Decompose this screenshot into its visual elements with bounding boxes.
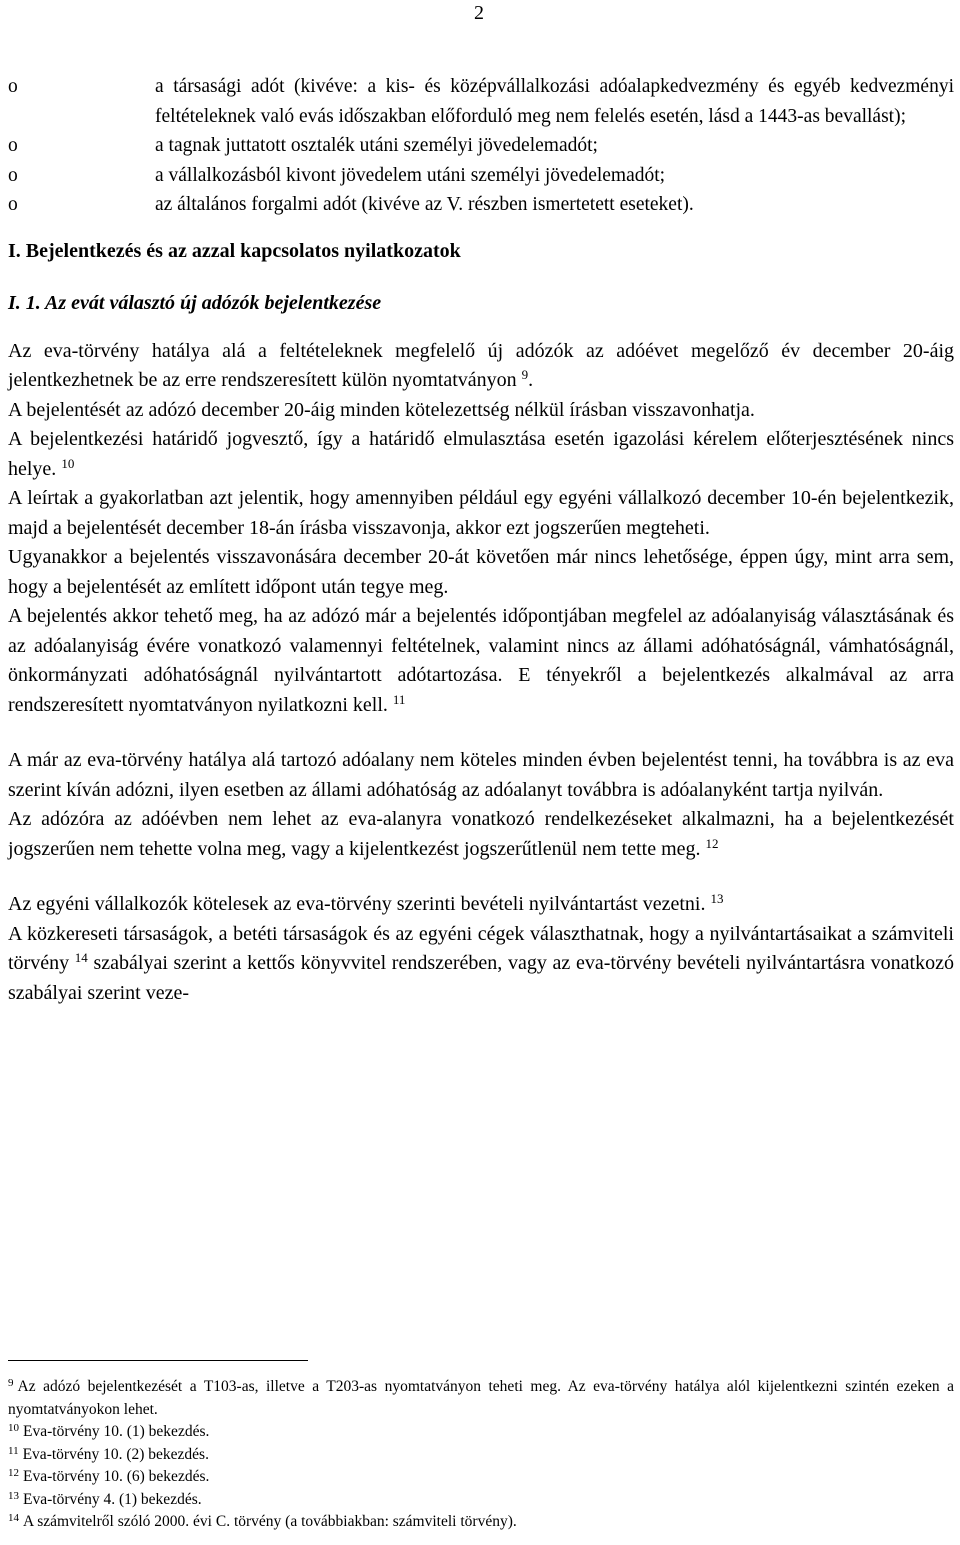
- list-item-text: a vállalkozásból kivont jövedelem utáni személyi jövedelemadót;: [155, 164, 666, 186]
- footnote-number: 12: [8, 1467, 19, 1479]
- paragraph: A leírtak a gyakorlatban azt jelentik, hogy amennyiben például egy egyéni vállalkozó december 10-én bejelentkezik, majd a bejelentését december 18-án írásba visszavonja, akkor ezt jogszerűen megteheti.: [8, 487, 954, 539]
- footnote-text: Eva-törvény 10. (1) bekezdés.: [23, 1423, 210, 1440]
- footnote-number: 11: [8, 1444, 19, 1457]
- footnote-text: Eva-törvény 10. (2) bekezdés.: [22, 1445, 209, 1463]
- footnote-text: Eva-törvény 4. (1) bekezdés.: [23, 1490, 202, 1508]
- paragraph-text: A bejelentés akkor tehető meg, ha az adózó már a bejelentés időpontjában megfelel az adóalanyiság választásának és az adóalanyiság évére vonatkozó valamennyi feltételnek, valamint nincs az állami adóhatóságnál, vámhatóságnál, önkormányzati adóhatóságnál nyilvántartott adótartozása. E tényekről a bejelentkezés alkalmával az arra rendszeresített nyomtatványon nyilatkozni kell.: [8, 605, 954, 716]
- page-content: [8, 72, 954, 1008]
- paragraph: [8, 920, 954, 1009]
- paragraph: [8, 425, 954, 484]
- footnote-ref[interactable]: 9: [521, 367, 529, 382]
- footnote-separator: [8, 1360, 308, 1361]
- footnote-number: 13: [8, 1489, 19, 1502]
- footnote-ref[interactable]: 10: [61, 455, 75, 471]
- footnote-ref[interactable]: 12: [705, 835, 719, 851]
- page-number: 2: [474, 2, 484, 24]
- footnote: [8, 1444, 954, 1467]
- list-item-text: a társasági adót (kivéve: a kis- és középvállalkozási adóalapkedvezmény és egyéb kedvezményi feltételeknek való evás időszakban előforduló meg nem felelés esetén, lásd a 1443-as bevallást);: [155, 76, 954, 127]
- footnote-ref[interactable]: 11: [392, 691, 406, 707]
- bullet-marker: o: [8, 76, 18, 97]
- paragraph-group: [8, 746, 954, 864]
- footnote: [8, 1466, 954, 1489]
- bullet-marker: o: [8, 164, 18, 186]
- paragraph-text: Az eva-törvény hatálya alá a feltételeknek megfelelő új adózók az adóévet megelőző év december 20-áig jelentkezhetnek be az erre rendszeresített külön nyomtatványon: [8, 339, 954, 391]
- paragraph: Ugyanakkor a bejelentés visszavonására december 20-át követően már nincs lehetősége, éppen úgy, mint arra sem, hogy a bejelentését az említett időpont után tegye meg.: [8, 546, 954, 598]
- paragraph: [8, 805, 954, 864]
- list-item: [8, 190, 954, 220]
- footnote-ref[interactable]: 13: [710, 891, 724, 906]
- footnote-number: 14: [8, 1512, 19, 1524]
- footnote-number: 10: [8, 1422, 19, 1434]
- list-item: [8, 161, 954, 191]
- paragraph-text: Az egyéni vállalkozók kötelesek az eva-törvény szerinti bevételi nyilvántartást vezetni.: [8, 893, 706, 915]
- paragraph-text: .: [528, 369, 534, 391]
- footnote-ref[interactable]: 14: [74, 950, 88, 965]
- footnote: [8, 1489, 954, 1512]
- footnote-text: A számvitelről szóló 2000. évi C. törvény (a továbbiakban: számviteli törvény).: [23, 1513, 517, 1530]
- paragraph: A bejelentését az adózó december 20-áig minden kötelezettség nélkül írásban visszavonhatja.: [8, 398, 755, 421]
- paragraph: [8, 602, 954, 720]
- paragraph: [8, 890, 954, 920]
- list-item: [8, 72, 954, 131]
- footnotes: [8, 1376, 954, 1534]
- paragraph-text: A közkereseti társaságok, a betéti társaságok és az egyéni cégek választhatnak, hogy a nyilvántartásaikat a számviteli törvény: [8, 922, 954, 974]
- footnote: [8, 1376, 954, 1421]
- bullet-marker: o: [8, 135, 18, 156]
- paragraph-group: [8, 890, 954, 1008]
- paragraph-group: [8, 337, 954, 721]
- footnote: [8, 1421, 954, 1444]
- bullet-list: [8, 72, 954, 220]
- footnote-number: 9: [8, 1377, 14, 1389]
- footnote-text: Eva-törvény 10. (6) bekezdés.: [23, 1468, 210, 1485]
- paragraph-text: A bejelentkezési határidő jogvesztő, így a határidő elmulasztása esetén igazolási kérelem előterjesztésének nincs helye.: [8, 428, 954, 480]
- paragraph-text: Az adózóra az adóévben nem lehet az eva-alanyra vonatkozó rendelkezéseket alkalmazni, ha a bejelentkezését jogszerűen nem tehette volna meg, vagy a kijelentkezést jogszerűtlenül nem tette meg.: [8, 808, 954, 860]
- footnote: [8, 1511, 954, 1534]
- bullet-marker: o: [8, 194, 18, 215]
- section-heading: I. Bejelentkezés és az azzal kapcsolatos nyilatkozatok: [8, 239, 461, 262]
- paragraph-text: szabályai szerint a kettős könyvvitel rendszerében, vagy az eva-törvény bevételi nyilvántartásra vonatkozó szabályai szerint veze-: [8, 952, 954, 1004]
- footnote-text: Az adózó bejelentkezését a T103-as, illetve a T203-as nyomtatványon teheti meg. Az eva-törvény hatálya alól kijelentkezni szintén ezeken a nyomtatványokon lehet.: [8, 1378, 954, 1418]
- list-item-text: a tagnak juttatott osztalék utáni személyi jövedelemadót;: [155, 135, 598, 156]
- list-item: [8, 131, 954, 161]
- list-item-text: az általános forgalmi adót (kivéve az V. részben ismertetett eseteket).: [155, 194, 694, 215]
- paragraph: A már az eva-törvény hatálya alá tartozó adóalany nem köteles minden évben bejelentést tenni, ha továbbra is az eva szerint kíván adózni, ilyen esetben az állami adóhatóság az adóalanyt továbbra is adóalanyként tartja nyilván.: [8, 749, 954, 801]
- paragraph: [8, 337, 954, 396]
- subsection-heading: I. 1. Az evát választó új adózók bejelentkezése: [8, 291, 382, 314]
